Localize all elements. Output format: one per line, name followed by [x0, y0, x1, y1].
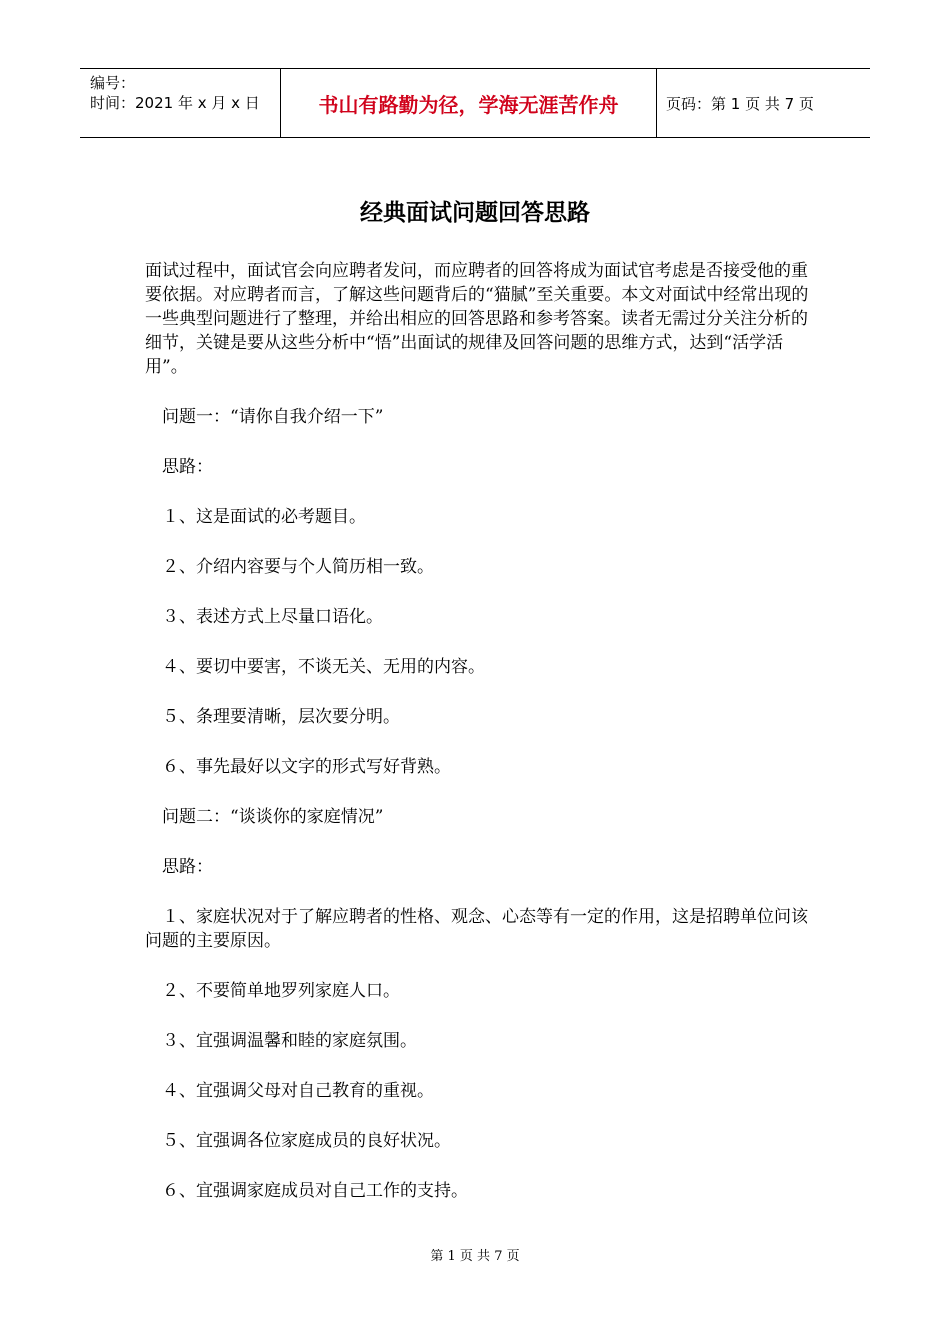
page-header — [80, 68, 870, 138]
question-heading: 问题一：“请你自我介绍一下” — [145, 407, 384, 427]
header-page-label: 页码：第 1 页 共 7 页 — [666, 94, 814, 113]
list-item: ３、表述方式上尽量口语化。 — [145, 607, 383, 627]
list-item: ５、条理要清晰，层次要分明。 — [145, 707, 400, 727]
header-divider — [656, 69, 657, 137]
list-item: ５、宜强调各位家庭成员的良好状况。 — [145, 1131, 451, 1151]
list-item: ３、宜强调温馨和睦的家庭氛围。 — [145, 1031, 417, 1051]
list-item: １、家庭状况对于了解应聘者的性格、观念、心态等有一定的作用，这是招聘单位问该问题的主要原因。 — [145, 907, 808, 951]
thought-label: 思路： — [145, 457, 213, 477]
document-title: 经典面试问题回答思路 — [360, 200, 590, 226]
list-item: ６、宜强调家庭成员对自己工作的支持。 — [145, 1181, 468, 1201]
list-item: ６、事先最好以文字的形式写好背熟。 — [145, 757, 451, 777]
thought-label: 思路： — [145, 857, 213, 877]
intro-paragraph: 面试过程中，面试官会向应聘者发问，而应聘者的回答将成为面试官考虑是否接受他的重要依据。对应聘者而言，了解这些问题背后的“猫腻”至关重要。本文对面试中经常出现的一些典型问题进行了整理，并给出相应的回答思路和参考答案。读者无需过分关注分析的细节，关键是要从这些分析中“悟”出面试的规律及回答问题的思维方式，达到“活学活用”。 — [145, 261, 809, 377]
page-footer: 第 1 页 共 7 页 — [430, 1249, 520, 1264]
question-heading: 问题二：“谈谈你的家庭情况” — [145, 807, 384, 827]
list-item: ４、要切中要害，不谈无关、无用的内容。 — [145, 657, 485, 677]
list-item: １、这是面试的必考题目。 — [145, 507, 366, 527]
header-time-label: 时间：2021 年 x 月 x 日 — [90, 94, 260, 112]
header-meta — [90, 73, 260, 113]
list-item: ２、不要简单地罗列家庭人口。 — [145, 981, 400, 1001]
document-body — [145, 259, 815, 1203]
list-item: ４、宜强调父母对自己教育的重视。 — [145, 1081, 434, 1101]
header-motto: 书山有路勤为径，学海无涯苦作舟 — [318, 92, 619, 117]
list-item: ２、介绍内容要与个人简历相一致。 — [145, 557, 434, 577]
header-number-label: 编号： — [90, 74, 136, 92]
